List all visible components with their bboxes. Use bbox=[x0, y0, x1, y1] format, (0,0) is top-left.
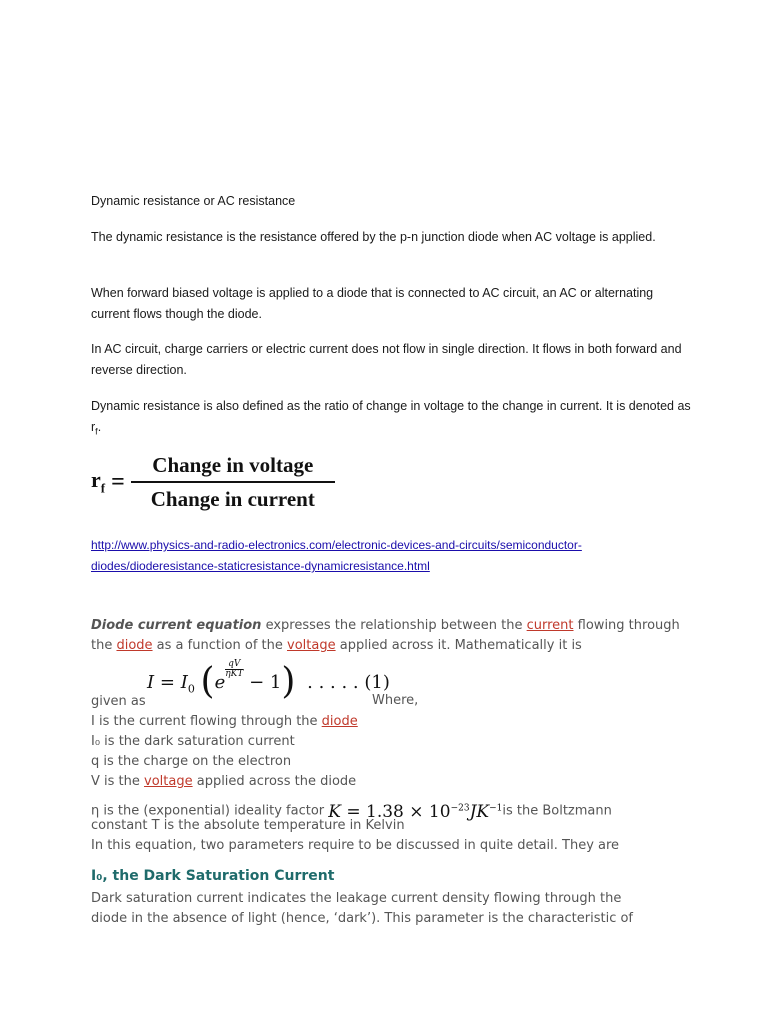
eq-minus-one: − 1 bbox=[249, 672, 282, 693]
link-current[interactable]: current bbox=[526, 618, 574, 633]
formula-lhs-r: r bbox=[91, 467, 101, 493]
parameters-intro: In this equation, two parameters require to be discussed in quite detail. They are bbox=[91, 838, 620, 853]
eq-i0-sub: 0 bbox=[187, 682, 195, 696]
formula-denominator: Change in current bbox=[150, 487, 315, 511]
link-diode-2[interactable]: diode bbox=[321, 714, 358, 729]
given-as-text: given as bbox=[91, 694, 146, 709]
k-exp2: −1 bbox=[489, 803, 503, 813]
eq-dots: . . . . . (1) bbox=[307, 672, 390, 693]
intro-text-a: expresses the relationship between the bbox=[261, 618, 527, 633]
dark-saturation-heading: I₀, the Dark Saturation Current bbox=[91, 868, 335, 884]
formula-lhs bbox=[91, 467, 105, 496]
source-link[interactable] bbox=[91, 535, 691, 577]
link-diode[interactable]: diode bbox=[116, 638, 153, 653]
intro-text-c: as a function of the bbox=[152, 638, 288, 653]
def-charge: q is the charge on the electron bbox=[91, 754, 292, 769]
def-temperature: constant T is the absolute temperature in Kelvin bbox=[91, 818, 405, 833]
source-link-line1: http://www.physics-and-radio-electronics.com/electronic-devices-and-circuits/semiconductor- bbox=[91, 538, 582, 552]
def-current bbox=[91, 712, 358, 732]
dark-saturation-line1: Dark saturation current indicates the leakage current density flowing through the bbox=[91, 891, 622, 906]
paragraph-ratio bbox=[91, 396, 691, 443]
formula-numerator: Change in voltage bbox=[152, 453, 314, 477]
paragraph-forward-bias: When forward biased voltage is applied to a diode that is connected to AC circuit, an AC or alternating current flows though the diode. bbox=[91, 286, 654, 321]
source-link-line2: diodes/dioderesistance-staticresistance-dynamicresistance.html bbox=[91, 559, 430, 573]
eq-i0: I bbox=[180, 672, 188, 693]
eq-lhs-i: I bbox=[147, 672, 155, 693]
section-heading: Dynamic resistance or AC resistance bbox=[91, 194, 296, 208]
fraction-bar bbox=[131, 481, 335, 483]
k-unit: JK bbox=[469, 801, 490, 822]
eq-exp-den: ηKT bbox=[225, 669, 244, 679]
intro-text-b: flowing through the bbox=[91, 618, 680, 653]
intro-bold-term: Diode current equation bbox=[91, 618, 262, 633]
paragraph-ratio-end: . bbox=[97, 420, 102, 434]
intro-text-d: applied across it. Mathematically it is bbox=[335, 638, 582, 653]
formula-fraction bbox=[131, 452, 335, 512]
where-text: Where, bbox=[372, 693, 419, 708]
eq-open-paren: ( bbox=[200, 661, 215, 702]
paragraph-ratio-text: Dynamic resistance is also defined as the ratio of change in voltage to the change in current. It is denoted as r bbox=[91, 399, 691, 434]
link-voltage[interactable]: voltage bbox=[287, 638, 336, 653]
eq-e: e bbox=[214, 672, 226, 693]
diode-current-equation bbox=[147, 659, 390, 702]
formula-lhs-sub: f bbox=[100, 480, 106, 496]
def-eta-a: η is the (exponential) ideality factor bbox=[91, 803, 329, 819]
def-voltage-b: applied across the diode bbox=[192, 774, 357, 789]
def-voltage-a: V is the bbox=[91, 774, 145, 789]
formula-equals: = bbox=[111, 468, 125, 495]
dynamic-resistance-formula bbox=[91, 450, 335, 514]
def-eta-b: is the Boltzmann bbox=[502, 803, 612, 819]
link-voltage-2[interactable]: voltage bbox=[144, 774, 193, 789]
def-saturation-current: I₀ is the dark saturation current bbox=[91, 734, 295, 749]
eq-equals: = bbox=[159, 672, 175, 693]
eq-close-paren: ) bbox=[281, 661, 296, 702]
def-voltage bbox=[91, 772, 356, 792]
paragraph-ac-circuit: In AC circuit, charge carriers or electric current does not flow in single direction. It flows in both forward and reverse direction. bbox=[91, 342, 682, 377]
dark-saturation-line2: diode in the absence of light (hence, ‘dark’). This parameter is the characteristic of bbox=[91, 911, 634, 926]
k-exp1: −23 bbox=[450, 803, 470, 813]
eq-exp-num: qV bbox=[228, 659, 241, 669]
k-symbol: K bbox=[328, 801, 341, 822]
paragraph-ratio-subscript: f bbox=[95, 426, 98, 437]
paragraph-definition: The dynamic resistance is the resistance offered by the p-n junction diode when AC voltage is applied. bbox=[91, 230, 656, 244]
diode-equation-intro bbox=[91, 616, 691, 656]
k-value: = 1.38 × 10 bbox=[340, 801, 451, 822]
def-current-text: I is the current flowing through the bbox=[91, 714, 322, 729]
eq-exponent bbox=[225, 660, 243, 679]
